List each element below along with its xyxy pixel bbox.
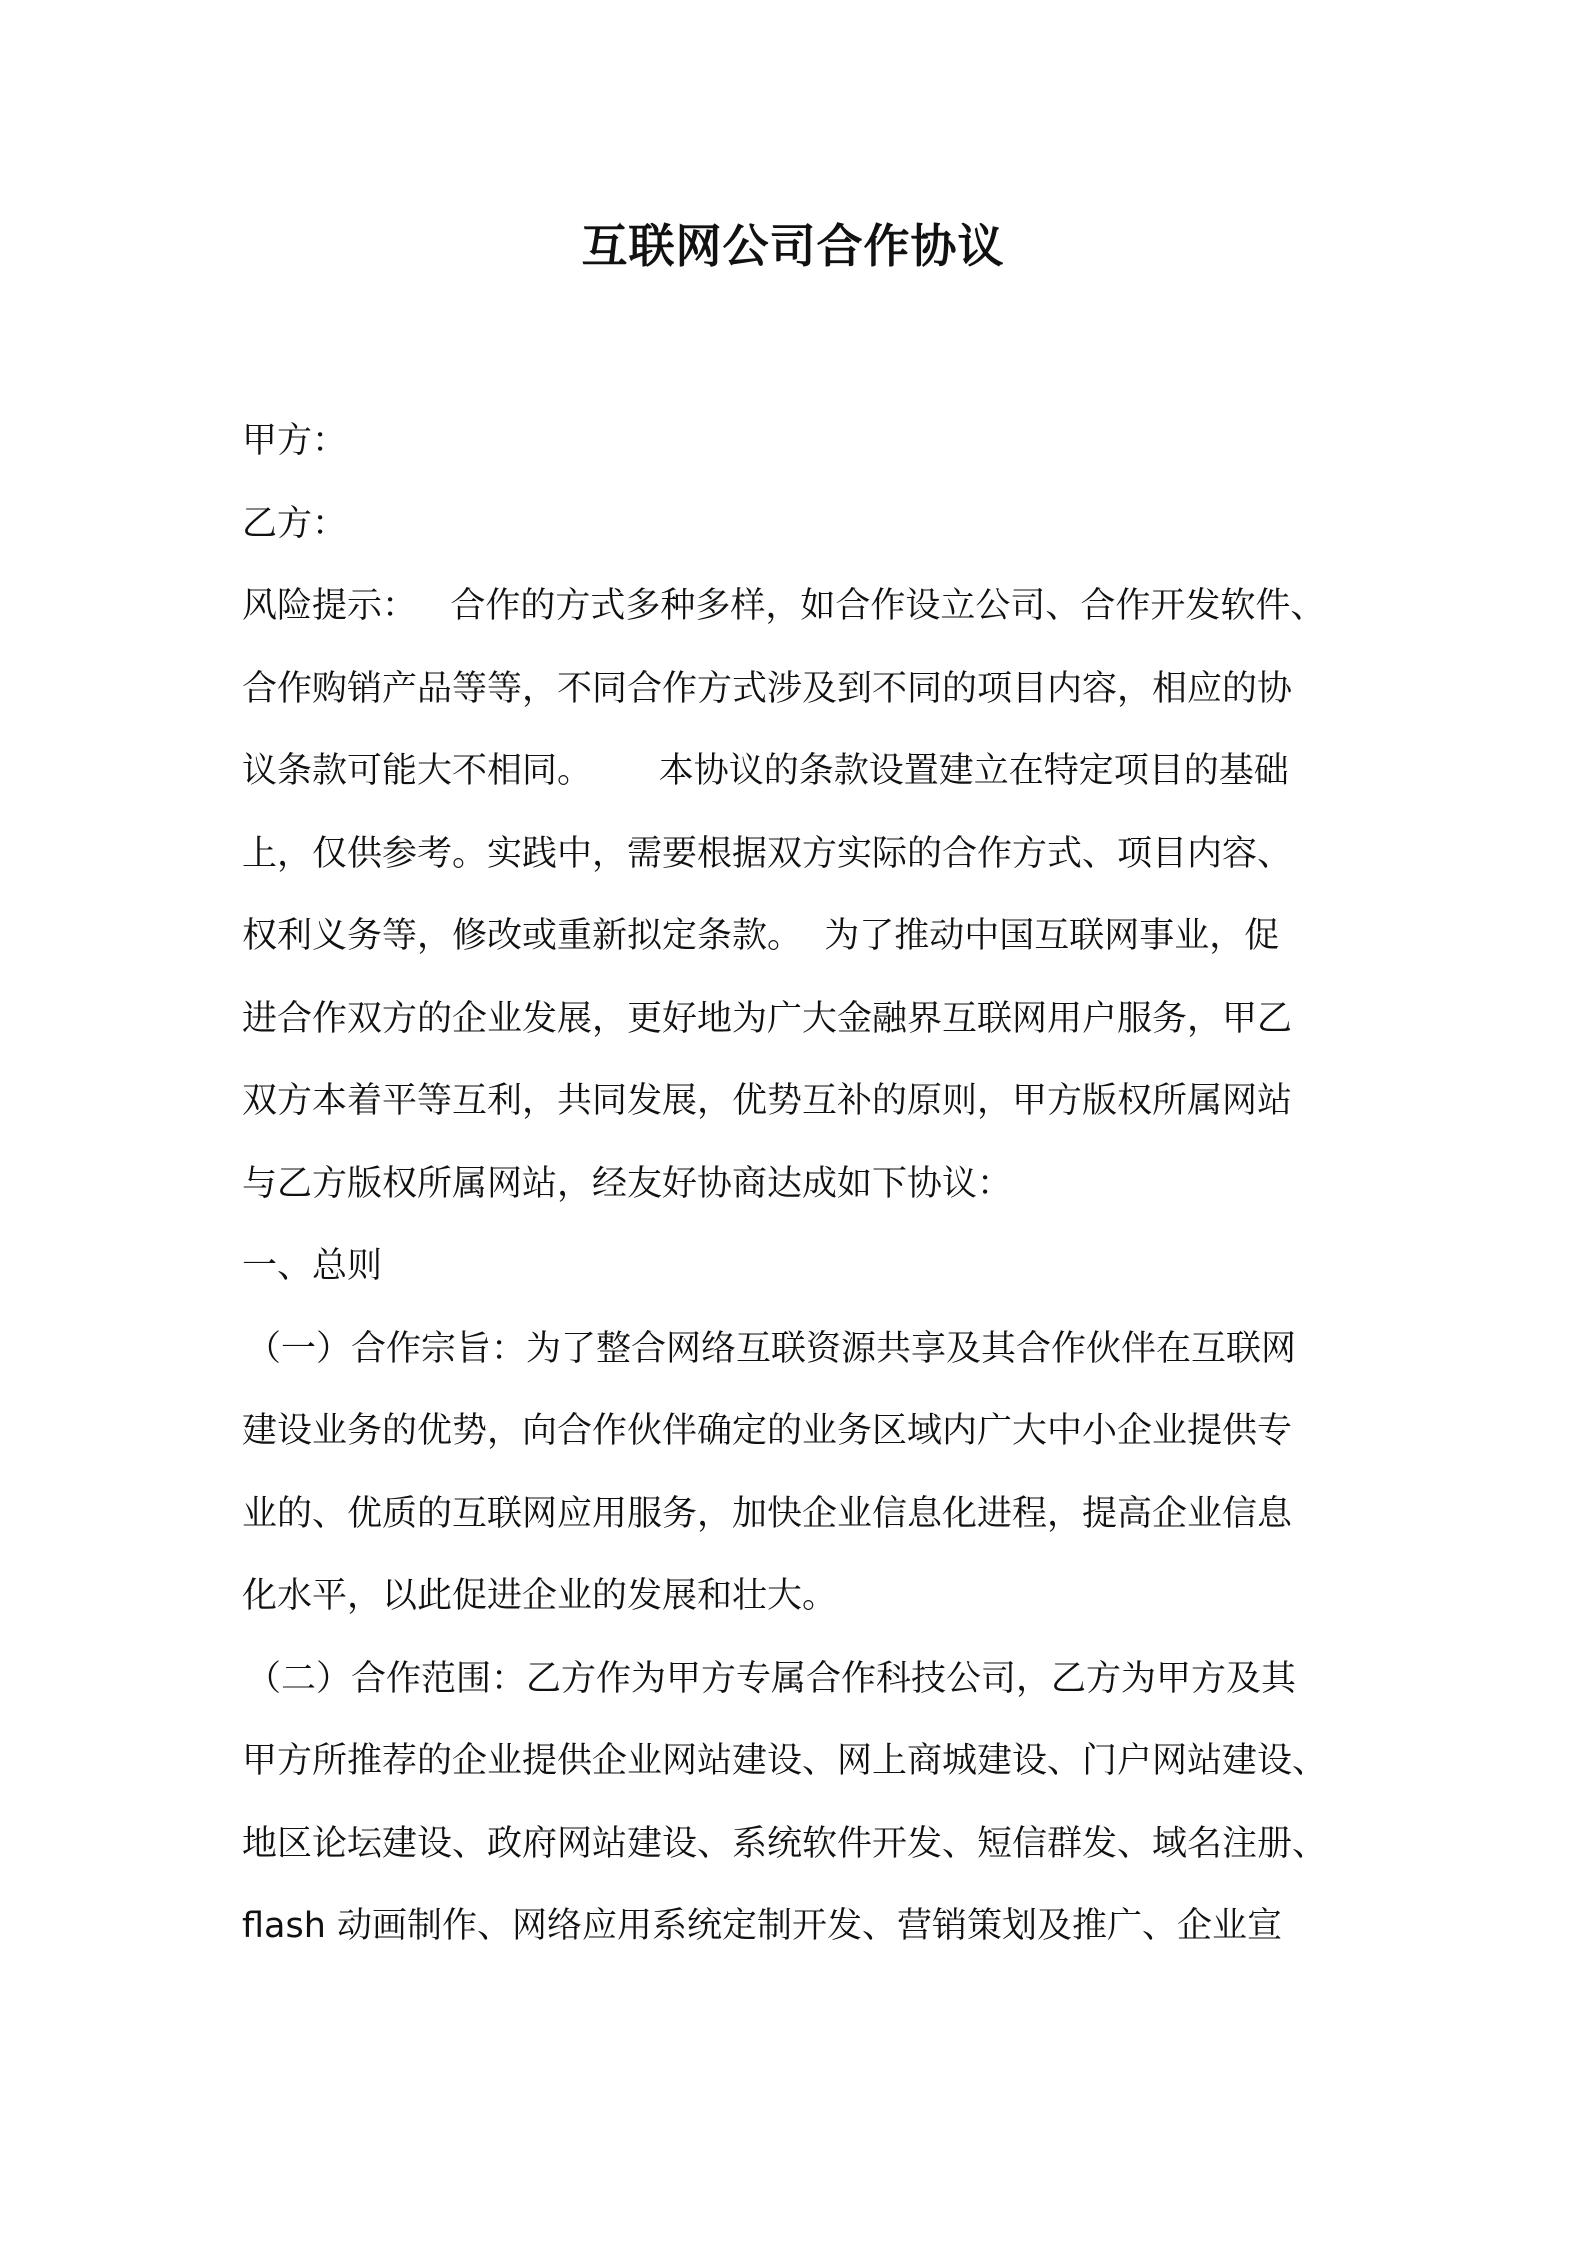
- body-line: 甲方所推荐的企业提供企业网站建设、网上商城建设、门户网站建设、: [242, 1741, 1328, 1781]
- body-line: 地区论坛建设、政府网站建设、系统软件开发、短信群发、域名注册、: [242, 1823, 1328, 1864]
- body-line: 风险提示： 合作的方式多种多样，如合作设立公司、合作开发软件、: [242, 586, 1326, 626]
- document-body: [242, 400, 1352, 1968]
- document-title: 互联网公司合作协议: [581, 219, 1005, 273]
- body-line: 建设业务的优势，向合作伙伴确定的业务区域内广大中小企业提供专: [242, 1411, 1293, 1451]
- body-line: 双方本着平等互利，共同发展，优势互补的原则，甲方版权所属网站: [242, 1081, 1293, 1121]
- body-line: 进合作双方的企业发展，更好地为广大金融界互联网用户服务，甲乙: [242, 998, 1293, 1039]
- body-line: （二）合作范围：乙方作为甲方专属合作科技公司，乙方为甲方及其: [246, 1658, 1297, 1699]
- body-line: 上，仅供参考。实践中，需要根据双方实际的合作方式、项目内容、: [242, 833, 1293, 874]
- body-line: 与乙方版权所属网站，经友好协商达成如下协议：: [242, 1163, 1013, 1204]
- body-line: （一）合作宗旨：为了整合网络互联资源共享及其合作伙伴在互联网: [246, 1328, 1297, 1369]
- body-line: 合作购销产品等等，不同合作方式涉及到不同的项目内容，相应的协: [242, 668, 1293, 709]
- body-line: 权利义务等，修改或重新拟定条款。 为了推动中国互联网事业，促: [242, 916, 1280, 956]
- party-b-line: 乙方：: [242, 503, 348, 544]
- body-line: 业的、优质的互联网应用服务，加快企业信息化进程，提高企业信息: [242, 1493, 1293, 1534]
- section-heading: 一、总则: [242, 1246, 383, 1286]
- body-line: 化水平，以此促进企业的发展和壮大。: [242, 1576, 838, 1616]
- body-line: flash 动画制作、网络应用系统定制开发、营销策划及推广、企业宣: [242, 1906, 1283, 1946]
- party-a-line: 甲方：: [242, 421, 348, 461]
- body-line: 议条款可能大不相同。 本协议的条款设置建立在特定项目的基础: [242, 751, 1289, 791]
